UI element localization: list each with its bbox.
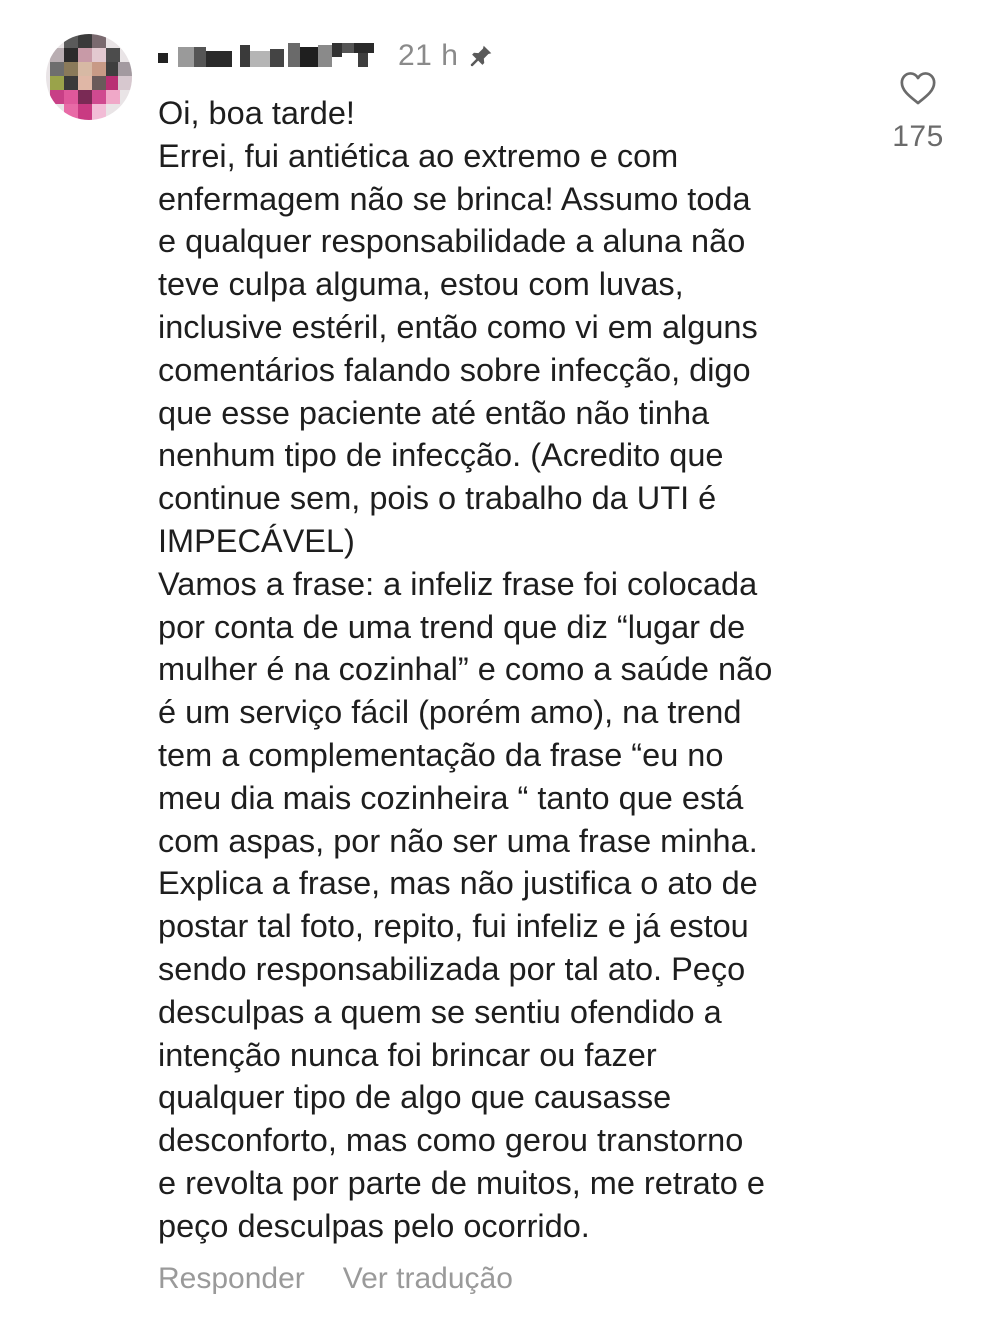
like-area xyxy=(880,70,956,154)
timestamp: 21 h xyxy=(398,39,459,72)
avatar-image xyxy=(46,34,132,120)
comment-header xyxy=(158,36,494,76)
comment-text-line: desculpas a quem se sentiu ofendido a xyxy=(158,993,722,1030)
comment-text-line: com aspas, por não ser uma frase minha. xyxy=(158,822,758,859)
comment-text-line: enfermagem não se brinca! Assumo toda xyxy=(158,180,751,217)
comment-text-line: desconforto, mas como gerou transtorno xyxy=(158,1122,744,1159)
blurred-username-image xyxy=(158,41,384,71)
comment-text-line: nenhum tipo de infecção. (Acredito que xyxy=(158,437,724,474)
comment-text-line: postar tal foto, repito, fui infeliz e já estou xyxy=(158,908,749,945)
username[interactable] xyxy=(158,36,384,76)
comment-text-line: Oi, boa tarde! xyxy=(158,95,355,131)
comment-text-line: e qualquer responsabilidade a aluna não xyxy=(158,223,746,260)
comment-text-line: continue sem, pois o trabalho da UTI é xyxy=(158,480,717,517)
like-count: 175 xyxy=(892,120,944,153)
see-translation-button[interactable]: Ver tradução xyxy=(342,1262,513,1295)
comment-text-line: Vamos a frase: a infeliz frase foi colocada xyxy=(158,565,758,602)
comment-text-line: Explica a frase, mas não justifica o ato de xyxy=(158,865,758,902)
comment-text-line: IMPECÁVEL) xyxy=(158,522,355,559)
comment-text-line: meu dia mais cozinheira “ tanto que está xyxy=(158,779,744,816)
comment-text-line: inclusive estéril, então como vi em alguns xyxy=(158,308,758,345)
comment-text-line: teve culpa alguma, estou com luvas, xyxy=(158,266,684,303)
comment-text-line: sendo responsabilizada por tal ato. Peço xyxy=(158,950,746,987)
pin-icon xyxy=(468,43,494,69)
comment-text-line: qualquer tipo de algo que causasse xyxy=(158,1079,672,1116)
comment-text-line: intenção nunca foi brincar ou fazer xyxy=(158,1036,657,1073)
avatar[interactable] xyxy=(46,34,132,120)
comment-text-line: tem a complementação da frase “eu no xyxy=(158,736,724,773)
comment-text-line: Errei, fui antiética ao extremo e com xyxy=(158,137,679,174)
comment-text xyxy=(158,92,878,1248)
comment-text-line: por conta de uma trend que diz “lugar de xyxy=(158,608,746,645)
comment-text-line: peço desculpas pelo ocorrido. xyxy=(158,1207,590,1244)
like-button[interactable] xyxy=(880,70,956,106)
comment-actions xyxy=(158,1262,513,1296)
heart-icon xyxy=(899,70,937,106)
reply-button[interactable]: Responder xyxy=(158,1262,305,1295)
comment-text-line: é um serviço fácil (porém amo), na trend xyxy=(158,694,742,731)
comment-text-line: e revolta por parte de muitos, me retrato e xyxy=(158,1164,765,1201)
comment-text-line: mulher é na cozinhal” e como a saúde não xyxy=(158,651,773,688)
comment-text-line: comentários falando sobre infecção, digo xyxy=(158,351,751,388)
comment-text-line: que esse paciente até então não tinha xyxy=(158,394,710,431)
